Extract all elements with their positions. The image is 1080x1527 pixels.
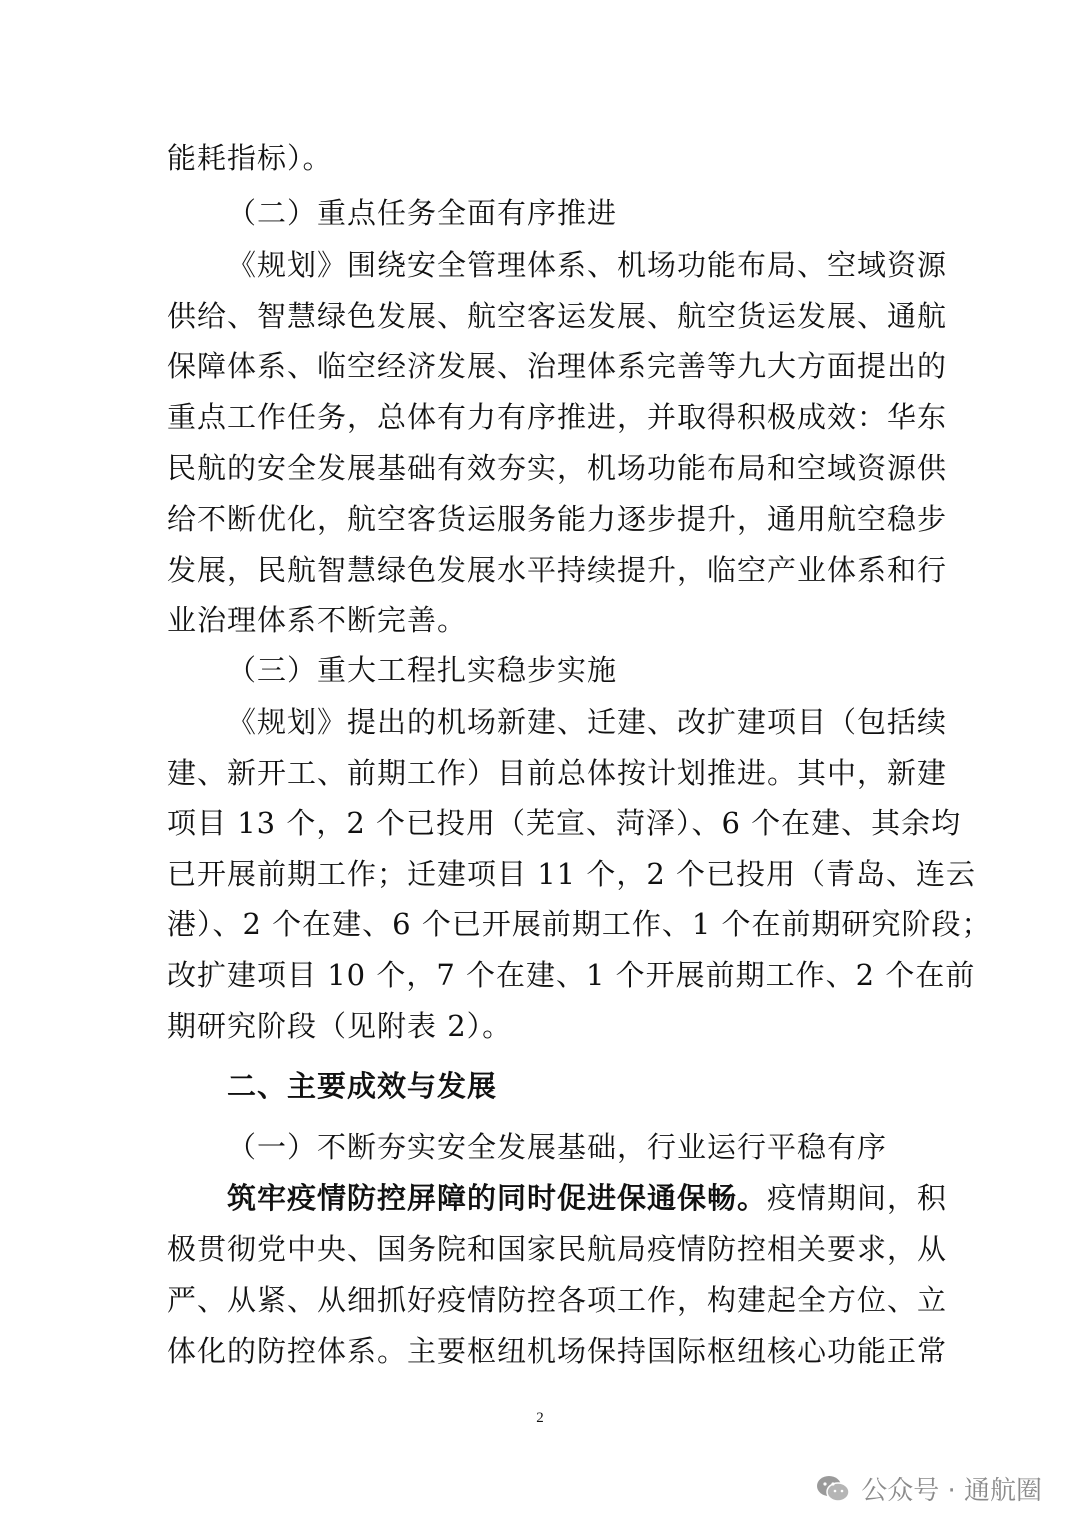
section-subheading: （二）重点任务全面有序推进	[227, 196, 618, 230]
watermark	[815, 1470, 1042, 1507]
wechat-icon	[815, 1474, 851, 1504]
bold-lead-text: 筑牢疫情防控屏障的同时促进保通保畅。	[227, 1181, 768, 1215]
text-line: 供给、智慧绿色发展、航空客运发展、航空货运发展、通航	[167, 299, 948, 333]
text-line: 重点工作任务，总体有力有序推进，并取得积极成效：华东	[167, 400, 948, 434]
text-line: 业治理体系不断完善。	[167, 603, 468, 637]
text-line: 给不断优化，航空客货运服务能力逐步提升，通用航空稳步	[167, 502, 948, 536]
text-line: 《规划》提出的机场新建、迁建、改扩建项目（包括续	[227, 705, 948, 739]
text-line: 保障体系、临空经济发展、治理体系完善等九大方面提出的	[167, 349, 948, 383]
text-line: 《规划》围绕安全管理体系、机场功能布局、空域资源	[227, 248, 948, 282]
text-line: 建、新开工、前期工作）目前总体按计划推进。其中，新建	[167, 756, 948, 790]
text-line	[227, 1172, 948, 1224]
section-heading: 二、主要成效与发展	[227, 1069, 498, 1103]
text-line: 体化的防控体系。主要枢纽机场保持国际枢纽核心功能正常	[167, 1334, 948, 1368]
text-line: 港）、2 个在建、6 个已开展前期工作、1 个在前期研究阶段；	[167, 907, 992, 941]
text-line: 严、从紧、从细抓好疫情防控各项工作，构建起全方位、立	[167, 1283, 948, 1317]
text-line: 项目 13 个，2 个已投用（芜宣、菏泽）、6 个在建、其余均	[167, 806, 962, 840]
text-line: 发展，民航智慧绿色发展水平持续提升，临空产业体系和行	[167, 553, 948, 587]
text-span: 疫情期间，积	[767, 1181, 948, 1215]
page-number: 2	[536, 1410, 544, 1426]
text-line: 民航的安全发展基础有效夯实，机场功能布局和空域资源供	[167, 451, 948, 485]
text-line: 期研究阶段（见附表 2）。	[167, 1009, 513, 1043]
text-line: 能耗指标）。	[167, 141, 333, 175]
text-line: 已开展前期工作；迁建项目 11 个，2 个已投用（青岛、连云	[167, 857, 977, 891]
text-line: 极贯彻党中央、国务院和国家民航局疫情防控相关要求，从	[167, 1232, 948, 1266]
text-line: 改扩建项目 10 个，7 个在建、1 个开展前期工作、2 个在前	[167, 958, 976, 992]
section-subheading: （一）不断夯实安全发展基础，行业运行平稳有序	[227, 1130, 888, 1164]
section-subheading: （三）重大工程扎实稳步实施	[227, 653, 618, 687]
watermark-text: 公众号 · 通航圈	[861, 1476, 1042, 1506]
